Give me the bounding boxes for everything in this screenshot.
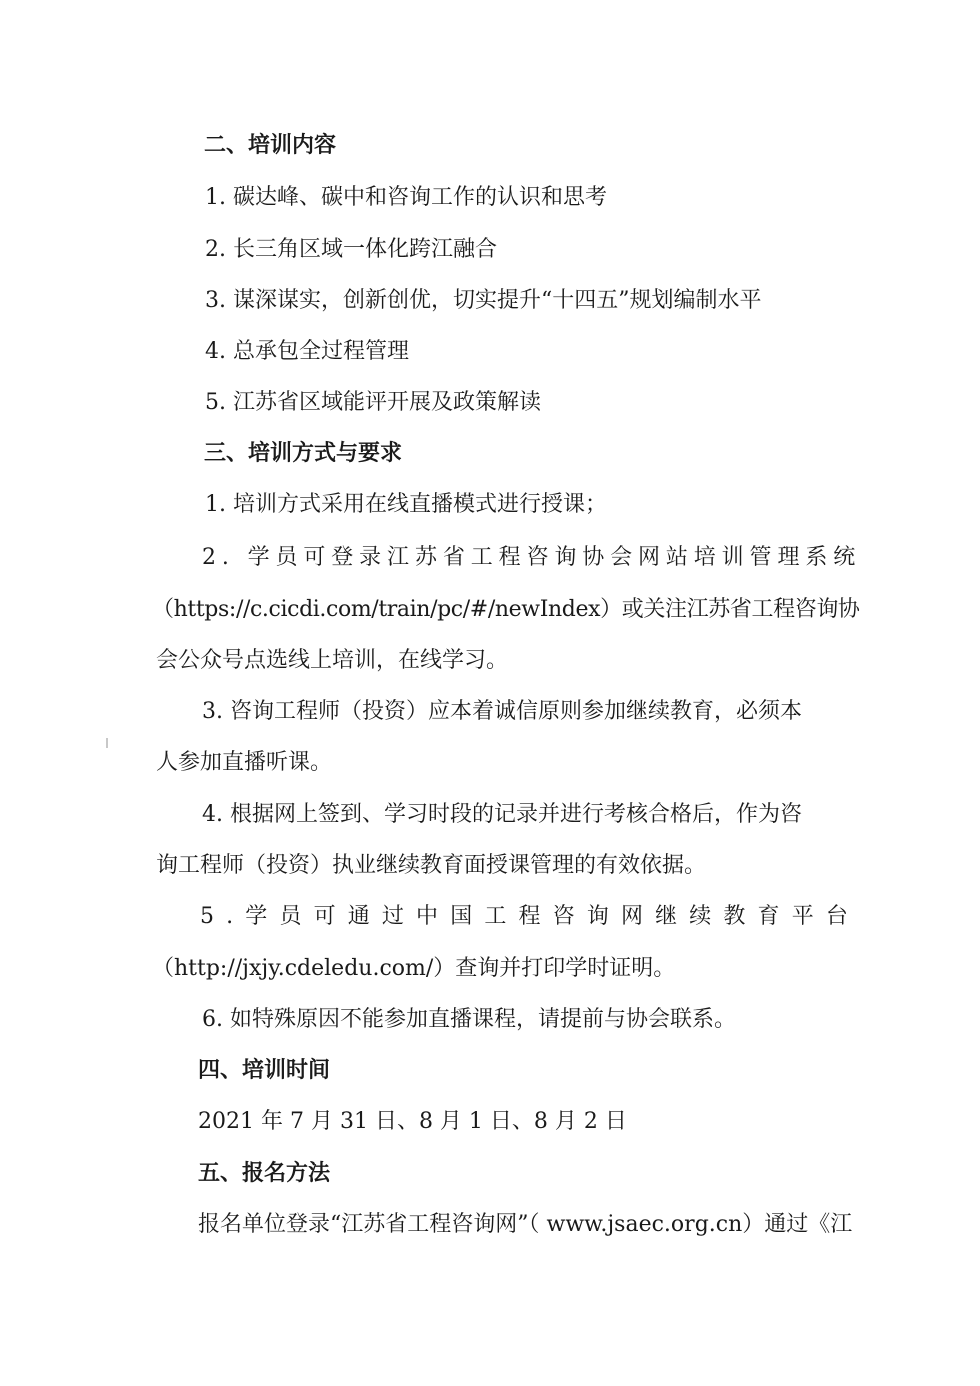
section-2-item-3: 3. 谋深谋实，创新创优，切实提升“十四五”规划编制水平: [205, 288, 762, 313]
section-2-title: 二、培训内容: [204, 132, 337, 158]
section-3-para-6: 6. 如特殊原因不能参加直播课程，请提前与协会联系。: [202, 1007, 736, 1032]
section-3-para-5-line-2: （http://jxjy.cdeledu.com/）查询并打印学时证明。: [152, 956, 676, 981]
section-2-item-1: 1. 碳达峰、碳中和咨询工作的认识和思考: [205, 185, 607, 210]
section-3-para-4-line-2: 询工程师（投资）执业继续教育面授课管理的有效依据。: [156, 853, 707, 878]
section-3-para-1: 1. 培训方式采用在线直播模式进行授课；: [205, 492, 607, 517]
section-2-item-5: 5. 江苏省区域能评开展及政策解读: [205, 390, 541, 415]
section-3-para-4-line-1: 4. 根据网上签到、学习时段的记录并进行考核合格后，作为咨: [202, 802, 802, 827]
section-3-para-2-line-2: （https://c.cicdi.com/train/pc/#/newIndex）或关注江苏省工程咨询协: [152, 597, 860, 622]
section-3-para-2-line-3: 会公众号点选线上培训，在线学习。: [156, 648, 509, 673]
section-2-item-2: 2. 长三角区域一体化跨江融合: [205, 237, 497, 262]
section-4-title: 四、培训时间: [198, 1057, 331, 1083]
section-3-title: 三、培训方式与要求: [204, 440, 403, 466]
scan-artifact-mark: [106, 738, 108, 748]
section-5-title: 五、报名方法: [198, 1160, 331, 1186]
section-5-para-1: 报名单位登录“江苏省工程咨询网”（ www.jsaec.org.cn）通过《江: [198, 1212, 853, 1237]
section-3-para-2-line-1: 2. 学员可登录江苏省工程咨询协会网站培训管理系统: [202, 545, 862, 570]
section-3-para-5-line-1: 5.学员可通过中国工程咨询网继续教育平台: [200, 904, 860, 929]
section-4-date: 2021 年 7 月 31 日、8 月 1 日、8 月 2 日: [198, 1109, 627, 1134]
section-2-item-4: 4. 总承包全过程管理: [205, 339, 409, 364]
section-3-para-3-line-2: 人参加直播听课。: [156, 750, 333, 775]
section-3-para-3-line-1: 3. 咨询工程师（投资）应本着诚信原则参加继续教育，必须本: [202, 699, 802, 724]
